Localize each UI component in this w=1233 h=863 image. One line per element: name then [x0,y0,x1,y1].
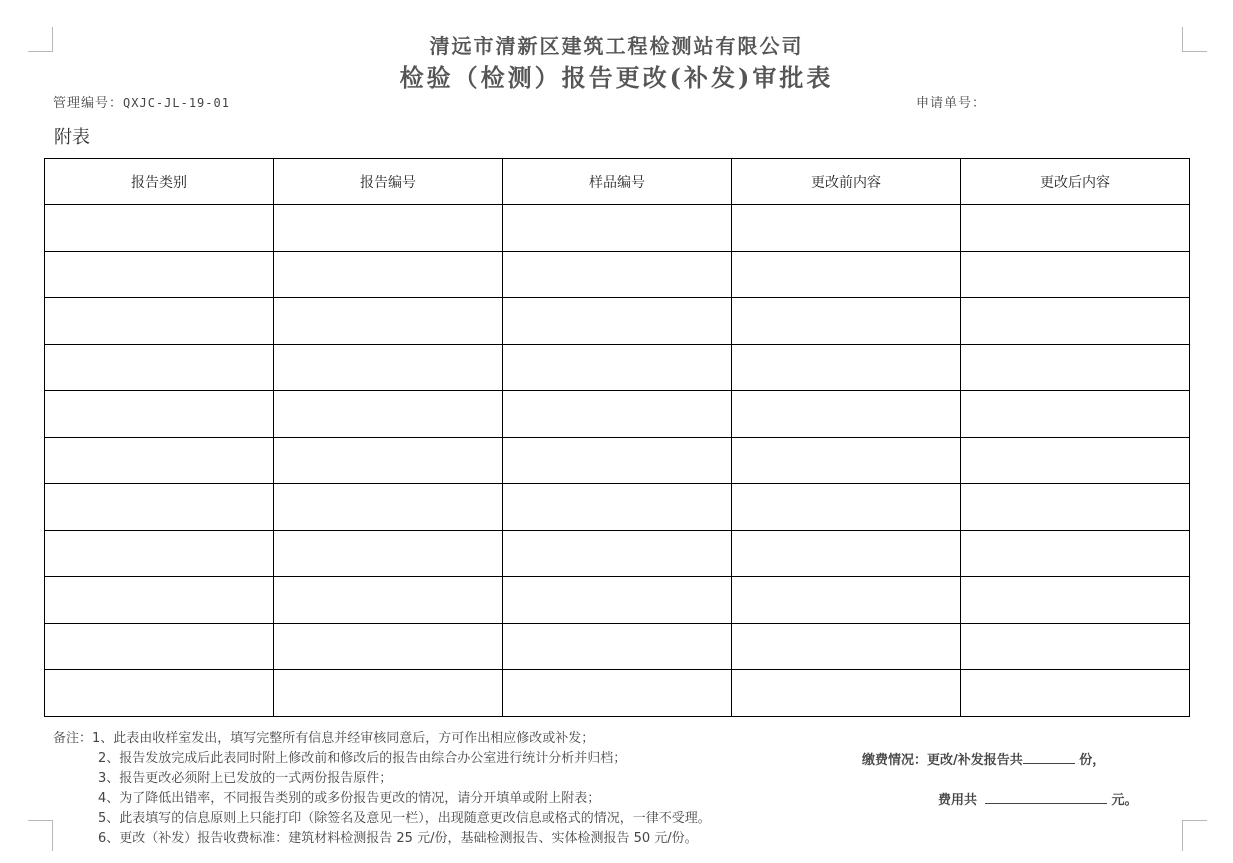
management-number [53,92,230,111]
table-cell[interactable] [961,623,1190,670]
table-row [45,205,1190,252]
remark-line: 6、更改（补发）报告收费标准：建筑材料检测报告 25 元/份，基础检测报告、实体检测报告 50 元/份。 [98,831,698,846]
table-cell[interactable] [274,205,503,252]
table-cell[interactable] [503,530,732,577]
table-cell[interactable] [732,623,961,670]
table-cell[interactable] [45,344,274,391]
table-row [45,391,1190,438]
fee-status-label: 缴费情况：更改/补发报告共 [862,753,1023,768]
table-cell[interactable] [503,670,732,717]
amount-blank[interactable] [985,803,1107,804]
table-cell[interactable] [503,577,732,624]
table-cell[interactable] [45,577,274,624]
table-cell[interactable] [274,484,503,531]
table-cell[interactable] [961,484,1190,531]
table-cell[interactable] [274,577,503,624]
table-cell[interactable] [961,251,1190,298]
remark-line: 4、为了降低出错率，不同报告类别的或多份报告更改的情况，请分开填单或附上附表； [98,791,601,806]
table-cell[interactable] [274,251,503,298]
management-number-label: 管理编号： [53,96,124,111]
table-row [45,344,1190,391]
table-cell[interactable] [274,530,503,577]
table-cell[interactable] [503,298,732,345]
table-cell[interactable] [961,670,1190,717]
remarks [53,729,711,849]
table-cell[interactable] [732,437,961,484]
table-cell[interactable] [274,670,503,717]
table-row [45,484,1190,531]
table-cell[interactable] [961,391,1190,438]
fee-total-unit: 元。 [1107,793,1138,808]
crop-mark-bottom-left [28,820,53,851]
table-row [45,670,1190,717]
management-number-value: QXJC-JL-19-01 [123,96,230,110]
column-header-report-type: 报告类别 [45,159,274,205]
table-cell[interactable] [45,530,274,577]
company-name: 清远市清新区建筑工程检测站有限公司 [429,34,804,58]
table-cell[interactable] [732,670,961,717]
column-header-content-after: 更改后内容 [961,159,1190,205]
table-header-row [45,159,1190,205]
table-cell[interactable] [274,298,503,345]
remark-line: 2、报告发放完成后此表同时附上修改前和修改后的报告由综合办公室进行统计分析并归档； [98,751,627,766]
remark-line: 备注：1、此表由收样室发出，填写完整所有信息并经审核同意后，方可作出相应修改或补发； [53,731,595,746]
table-cell[interactable] [503,205,732,252]
table-cell[interactable] [732,344,961,391]
table-cell[interactable] [732,298,961,345]
table-cell[interactable] [45,670,274,717]
copies-blank[interactable] [1023,763,1075,764]
column-header-content-before: 更改前内容 [732,159,961,205]
table-cell[interactable] [961,530,1190,577]
table-cell[interactable] [274,391,503,438]
fee-status [862,749,1105,768]
column-header-report-number: 报告编号 [274,159,503,205]
table-cell[interactable] [45,391,274,438]
form-title: 检验（检测）报告更改(补发)审批表 [399,63,834,92]
table-cell[interactable] [503,437,732,484]
table-cell[interactable] [961,205,1190,252]
table-row [45,577,1190,624]
table-cell[interactable] [503,251,732,298]
application-number-label: 申请单号： [916,96,987,111]
table-cell[interactable] [503,484,732,531]
fee-total-label: 费用共 [938,793,978,808]
table-cell[interactable] [732,530,961,577]
table-cell[interactable] [732,205,961,252]
table-cell[interactable] [961,344,1190,391]
table-cell[interactable] [732,251,961,298]
table-cell[interactable] [732,391,961,438]
fee-total [938,789,1138,808]
table-cell[interactable] [45,298,274,345]
table-cell[interactable] [503,391,732,438]
table-cell[interactable] [274,344,503,391]
table-cell[interactable] [503,623,732,670]
table-cell[interactable] [45,205,274,252]
table-cell[interactable] [45,484,274,531]
table-row [45,251,1190,298]
table-cell[interactable] [961,577,1190,624]
approval-table [44,158,1190,717]
table-row [45,530,1190,577]
table-row [45,437,1190,484]
appendix-label: 附表 [54,127,90,148]
table-row [45,623,1190,670]
table-cell[interactable] [961,437,1190,484]
table-cell[interactable] [45,623,274,670]
remark-line: 3、报告更改必须附上已发放的一式两份报告原件； [98,771,393,786]
table-cell[interactable] [274,437,503,484]
crop-mark-bottom-right [1182,820,1207,851]
table-row [45,298,1190,345]
application-number [916,92,986,111]
table-cell[interactable] [274,623,503,670]
table-cell[interactable] [732,577,961,624]
remark-line: 5、此表填写的信息原则上只能打印（除签名及意见一栏），出现随意更改信息或格式的情况，一律不受理。 [98,811,711,826]
table-cell[interactable] [732,484,961,531]
column-header-sample-number: 样品编号 [503,159,732,205]
table-cell[interactable] [961,298,1190,345]
table-cell[interactable] [503,344,732,391]
fee-status-unit: 份， [1074,753,1106,768]
table-cell[interactable] [45,437,274,484]
table-cell[interactable] [45,251,274,298]
